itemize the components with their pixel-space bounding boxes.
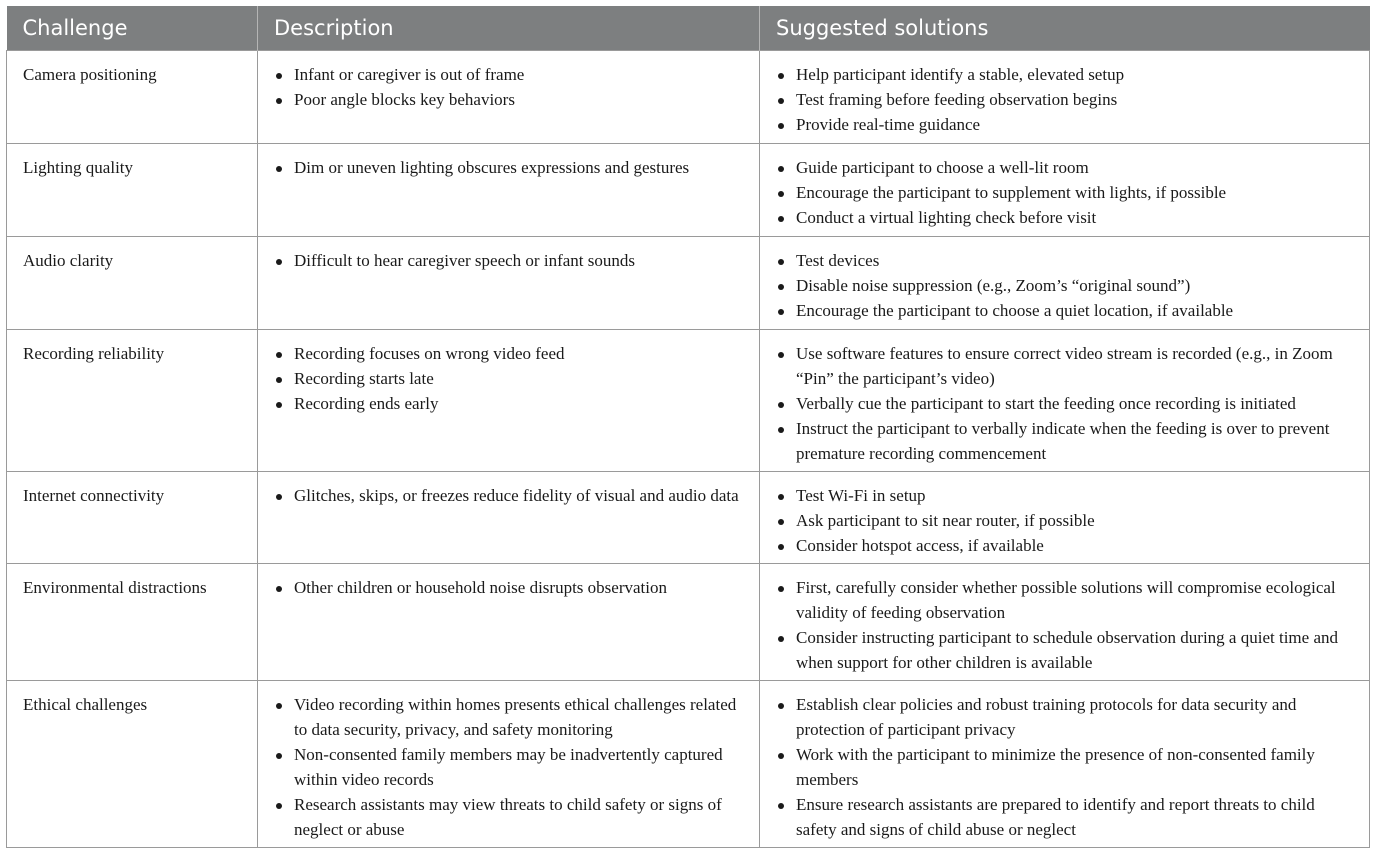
description-item: Difficult to hear caregiver speech or infant sounds bbox=[274, 248, 745, 273]
solutions-list bbox=[776, 575, 1355, 675]
solution-item: Ask participant to sit near router, if possible bbox=[776, 508, 1355, 533]
description-item: Video recording within homes presents ethical challenges related to data security, privacy, and safety monitoring bbox=[274, 692, 745, 742]
description-cell bbox=[258, 681, 760, 848]
table-row bbox=[7, 237, 1370, 330]
challenge-cell: Ethical challenges bbox=[7, 681, 258, 848]
solution-item: First, carefully consider whether possible solutions will compromise ecological validity of feeding observation bbox=[776, 575, 1355, 625]
description-item: Research assistants may view threats to child safety or signs of neglect or abuse bbox=[274, 792, 745, 842]
solutions-list bbox=[776, 341, 1355, 466]
challenge-cell: Lighting quality bbox=[7, 144, 258, 237]
solution-item: Work with the participant to minimize the presence of non-consented family members bbox=[776, 742, 1355, 792]
description-cell bbox=[258, 51, 760, 144]
solution-item: Test Wi-Fi in setup bbox=[776, 483, 1355, 508]
solution-item: Help participant identify a stable, elevated setup bbox=[776, 62, 1355, 87]
description-item: Recording ends early bbox=[274, 391, 745, 416]
description-list bbox=[274, 341, 745, 416]
solutions-list bbox=[776, 62, 1355, 137]
table-header bbox=[7, 6, 1370, 51]
solutions-cell bbox=[760, 472, 1370, 564]
description-item: Other children or household noise disrupts observation bbox=[274, 575, 745, 600]
solutions-list bbox=[776, 692, 1355, 842]
solutions-cell bbox=[760, 564, 1370, 681]
solution-item: Consider instructing participant to schedule observation during a quiet time and when support for other children is available bbox=[776, 625, 1355, 675]
description-item: Infant or caregiver is out of frame bbox=[274, 62, 745, 87]
table-body bbox=[7, 51, 1370, 848]
challenge-cell: Audio clarity bbox=[7, 237, 258, 330]
description-item: Dim or uneven lighting obscures expressions and gestures bbox=[274, 155, 745, 180]
description-item: Recording focuses on wrong video feed bbox=[274, 341, 745, 366]
table-row bbox=[7, 681, 1370, 848]
solutions-list bbox=[776, 248, 1355, 323]
challenge-cell: Camera positioning bbox=[7, 51, 258, 144]
table-row bbox=[7, 144, 1370, 237]
table-row bbox=[7, 564, 1370, 681]
solution-item: Use software features to ensure correct video stream is recorded (e.g., in Zoom “Pin” the participant’s video) bbox=[776, 341, 1355, 391]
table-row bbox=[7, 472, 1370, 564]
description-list bbox=[274, 692, 745, 842]
description-list bbox=[274, 483, 745, 508]
header-challenge: Challenge bbox=[7, 6, 258, 51]
description-list bbox=[274, 62, 745, 112]
description-cell bbox=[258, 330, 760, 472]
solution-item: Test devices bbox=[776, 248, 1355, 273]
header-suggested-solutions: Suggested solutions bbox=[760, 6, 1370, 51]
solution-item: Encourage the participant to choose a quiet location, if available bbox=[776, 298, 1355, 323]
table-row bbox=[7, 51, 1370, 144]
solutions-cell bbox=[760, 237, 1370, 330]
description-item: Recording starts late bbox=[274, 366, 745, 391]
solution-item: Guide participant to choose a well-lit room bbox=[776, 155, 1355, 180]
solution-item: Ensure research assistants are prepared to identify and report threats to child safety and signs of child abuse or neglect bbox=[776, 792, 1355, 842]
solution-item: Encourage the participant to supplement with lights, if possible bbox=[776, 180, 1355, 205]
solutions-list bbox=[776, 155, 1355, 230]
description-item: Poor angle blocks key behaviors bbox=[274, 87, 745, 112]
description-cell bbox=[258, 564, 760, 681]
solution-item: Verbally cue the participant to start the feeding once recording is initiated bbox=[776, 391, 1355, 416]
table-row bbox=[7, 330, 1370, 472]
description-cell bbox=[258, 237, 760, 330]
solutions-cell bbox=[760, 144, 1370, 237]
description-list bbox=[274, 575, 745, 600]
solutions-cell bbox=[760, 51, 1370, 144]
solution-item: Conduct a virtual lighting check before visit bbox=[776, 205, 1355, 230]
description-cell bbox=[258, 472, 760, 564]
solution-item: Test framing before feeding observation begins bbox=[776, 87, 1355, 112]
solutions-cell bbox=[760, 681, 1370, 848]
challenge-cell: Recording reliability bbox=[7, 330, 258, 472]
solution-item: Consider hotspot access, if available bbox=[776, 533, 1355, 558]
solution-item: Establish clear policies and robust training protocols for data security and protection of participant privacy bbox=[776, 692, 1355, 742]
description-item: Glitches, skips, or freezes reduce fidelity of visual and audio data bbox=[274, 483, 745, 508]
solution-item: Provide real-time guidance bbox=[776, 112, 1355, 137]
solution-item: Disable noise suppression (e.g., Zoom’s “original sound”) bbox=[776, 273, 1355, 298]
challenge-cell: Environmental distractions bbox=[7, 564, 258, 681]
challenges-table bbox=[6, 6, 1370, 848]
solution-item: Instruct the participant to verbally indicate when the feeding is over to prevent premature recording commencement bbox=[776, 416, 1355, 466]
header-row bbox=[7, 6, 1370, 51]
description-cell bbox=[258, 144, 760, 237]
description-list bbox=[274, 155, 745, 180]
description-item: Non-consented family members may be inadvertently captured within video records bbox=[274, 742, 745, 792]
solutions-cell bbox=[760, 330, 1370, 472]
solutions-list bbox=[776, 483, 1355, 558]
description-list bbox=[274, 248, 745, 273]
header-description: Description bbox=[258, 6, 760, 51]
challenge-cell: Internet connectivity bbox=[7, 472, 258, 564]
